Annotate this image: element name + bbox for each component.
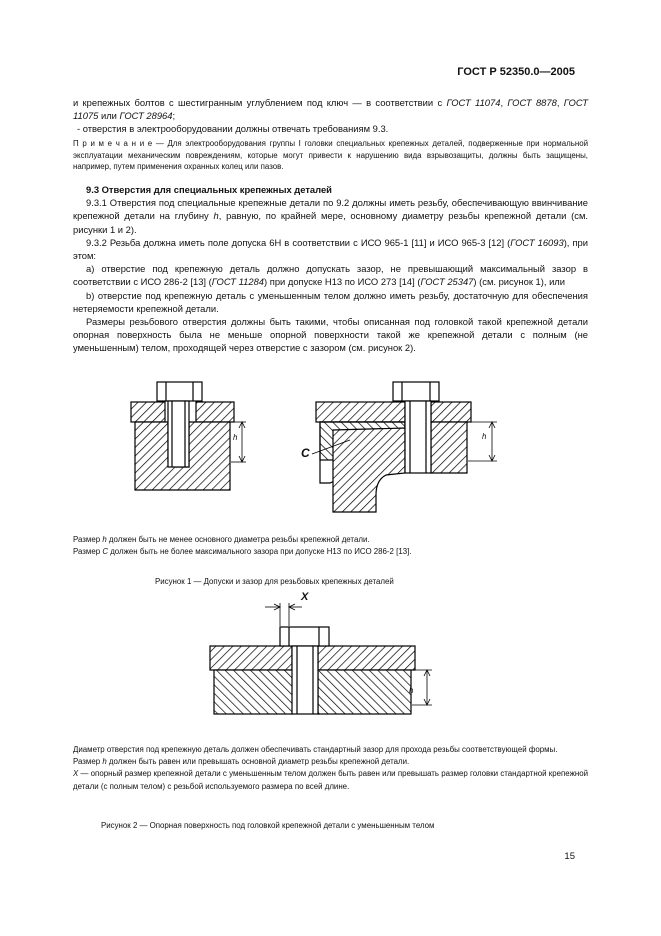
fig1-label-h-right: h [482,432,487,441]
fig1-note-c: Размер C должен быть не более максимального зазора при допуске H13 по ИСО 286-2 [13]. [73,547,412,557]
figure-1-caption: Рисунок 1 — Допуски и зазор для резьбовых крепежных деталей [155,577,394,586]
fig2-label-x: X [301,591,309,603]
fig2-note-2: Размер h должен быть равен или превышать основной диаметр резьбы крепежной детали. [73,757,410,767]
fig1-label-h: h [233,433,238,442]
intro-block [73,96,588,136]
page-number: 15 [564,851,575,862]
fig2-note-1: Диаметр отверстия под крепежную деталь должен обеспечивать стандартный зазор для прохода резьбы соответствующей формы. [73,745,558,754]
figure-2-notes [73,744,588,793]
figure-1-drawing [0,370,661,530]
intro-paragraph: и крепежных болтов с шестигранным углублением под ключ — в соответствии с ГОСТ 11074, ГОСТ 8878, ГОСТ 11075 или ГОСТ 28964; [73,97,589,122]
note-paragraph: П р и м е ч а н и е — Для электрооборудования группы I головки специальных крепежных деталей, подверженные при нормальной эксплуатации механическим повреждениям, которые могут привести к нарушению вида взрывозащиты, должны быть защищены, например, путем применения охранных колец или пазов. [73,139,588,172]
fig2-label-h: h [409,686,414,695]
item-b: b) отверстие под крепежную деталь с уменьшенным телом должно иметь резьбу, достаточную для обеспечения нетеряемости крепежной детали. [73,289,588,314]
document-header: ГОСТ Р 52350.0—2005 [457,66,575,78]
paragraph-9-3-2: 9.3.2 Резьба должна иметь поле допуска 6H в соответствии с ИСО 965-1 [11] и ИСО 965-3 [12] (ГОСТ 16093), при этом: [73,236,588,262]
figure-2-caption: Рисунок 2 — Опорная поверхность под головкой крепежной детали с уменьшенным телом [101,821,435,830]
figure-1-notes [73,534,588,558]
item-a: а) отверстие под крепежную деталь должно допускать зазор, не превышающий максимальный зазор в соответствии с ИСО 286-2 [13] (ГОСТ 11284) при допуске H13 по ИСО 273 [14] (ГОСТ 25347) (см. рисунок 1), или [73,263,588,288]
paragraph-dimensions: Размеры резьбового отверстия должны быть такими, чтобы описанная под головкой такой крепежной детали опорная поверхность была не меньше опорной поверхности такой же крепежной детали с полным (не уменьшенным) телом, проходящей через отверстие с зазором (см. рисунок 2). [73,316,588,354]
section-9-3 [73,183,588,355]
intro-bullet: - отверстия в электрооборудовании должны отвечать требованиям 9.3. [77,123,389,135]
fig2-note-3: X — опорный размер крепежной детали с уменьшенным телом должен быть равен или превышать размер головки стандартной крепежной детали (с полным телом) с резьбой используемого размера по всей длине. [73,769,588,791]
fig1-note-h: Размер h должен быть не менее основного диаметра резьбы крепежной детали. [73,535,370,544]
paragraph-9-3-1: 9.3.1 Отверстия под специальные крепежные детали по 9.2 должны иметь резьбу, обеспечивающую ввинчивание крепежной детали на глубину h, равную, по крайней мере, основному диаметру резьбы крепежной детали (см. рисунки 1 и 2). [73,197,588,235]
section-heading: 9.3 Отверстия для специальных крепежных деталей [86,184,332,195]
figure-2-drawing [0,590,661,730]
fig1-label-c: C [301,446,310,460]
